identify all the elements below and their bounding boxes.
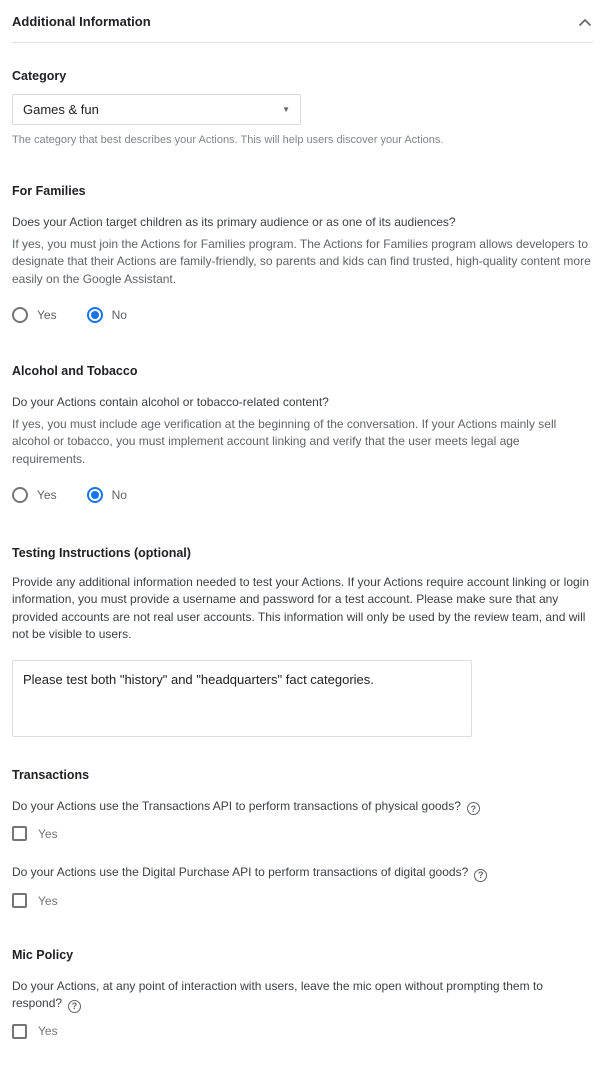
checkbox-unchecked-icon[interactable] — [12, 1024, 27, 1039]
for-families-radio-no[interactable] — [87, 307, 127, 323]
alcohol-tobacco-radio-no[interactable] — [87, 487, 127, 503]
panel-title: Additional Information — [12, 14, 151, 29]
testing-instructions-textarea[interactable] — [12, 660, 472, 737]
for-families-description: If yes, you must join the Actions for Families program. The Actions for Families program allows developers to designate that their Actions are family-friendly, so parents and kids can find trusted, high-quality content more easily on the Google Assistant. — [12, 236, 591, 286]
alcohol-tobacco-title: Alcohol and Tobacco — [12, 363, 138, 378]
mic-policy-title: Mic Policy — [12, 948, 74, 963]
for-families-radio-group — [12, 307, 593, 323]
category-select-value: Games & fun — [23, 102, 99, 117]
help-icon[interactable]: ? — [467, 802, 480, 815]
alcohol-tobacco-section — [12, 364, 593, 503]
for-families-radio-yes[interactable] — [12, 307, 57, 323]
alcohol-tobacco-radio-group — [12, 487, 593, 503]
checkbox-unchecked-icon[interactable] — [12, 893, 27, 908]
mic-policy-section — [12, 948, 593, 1039]
radio-label[interactable]: Yes — [37, 307, 57, 322]
testing-instructions-section — [12, 546, 593, 737]
alcohol-tobacco-question: Do your Actions contain alcohol or tobacco-related content? — [12, 394, 329, 409]
checkbox-label[interactable]: Yes — [38, 826, 58, 841]
category-select[interactable] — [12, 94, 301, 125]
alcohol-tobacco-description: If yes, you must include age verification at the beginning of the conversation. If your Actions mainly sell alcohol or tobacco, you must implement account linking and verify that the user meets legal age requirements. — [12, 416, 557, 466]
radio-selected-icon[interactable] — [87, 487, 103, 503]
radio-label[interactable]: Yes — [37, 487, 57, 502]
header-divider — [12, 42, 593, 43]
for-families-question: Does your Action target children as its primary audience or as one of its audiences? — [12, 215, 456, 229]
for-families-section — [12, 184, 593, 323]
radio-selected-icon[interactable] — [87, 307, 103, 323]
alcohol-tobacco-radio-yes[interactable] — [12, 487, 57, 503]
transactions-physical-question: Do your Actions use the Transactions API to perform transactions of physical goods? ? — [12, 798, 593, 816]
dropdown-arrow-icon: ▼ — [282, 105, 290, 114]
testing-instructions-title: Testing Instructions (optional) — [12, 545, 191, 560]
mic-policy-question: Do your Actions, at any point of interaction with users, leave the mic open without prompting them to respond? ? — [12, 979, 543, 1011]
transactions-title: Transactions — [12, 767, 90, 782]
help-icon[interactable]: ? — [68, 1000, 81, 1013]
help-icon[interactable]: ? — [474, 869, 487, 882]
transactions-section — [12, 768, 593, 909]
testing-instructions-description: Provide any additional information needed to test your Actions. If your Actions require account linking or login information, you must provide a username and password for a test account. Please make sure that any provided accounts are not real user accounts. This information will only be used by the review team, and will not be visible to users. — [12, 574, 590, 642]
chevron-up-icon — [579, 14, 591, 29]
transactions-digital-checkbox-row[interactable] — [12, 893, 593, 908]
radio-unselected-icon[interactable] — [12, 307, 28, 323]
radio-unselected-icon[interactable] — [12, 487, 28, 503]
radio-label[interactable]: No — [111, 307, 127, 322]
collapse-button[interactable] — [577, 16, 593, 28]
transactions-digital-question: Do your Actions use the Digital Purchase API to perform transactions of digital goods? ? — [12, 864, 593, 882]
radio-label[interactable]: No — [111, 487, 127, 502]
transactions-physical-checkbox-row[interactable] — [12, 826, 593, 841]
checkbox-label[interactable]: Yes — [38, 1024, 58, 1039]
category-label: Category — [12, 69, 67, 83]
mic-policy-checkbox-row[interactable] — [12, 1024, 593, 1039]
category-helper-text: The category that best describes your Actions. This will help users discover your Actions. — [12, 134, 444, 146]
checkbox-label[interactable]: Yes — [38, 893, 58, 908]
for-families-title: For Families — [12, 184, 86, 198]
panel-header — [12, 14, 593, 29]
checkbox-unchecked-icon[interactable] — [12, 826, 27, 841]
